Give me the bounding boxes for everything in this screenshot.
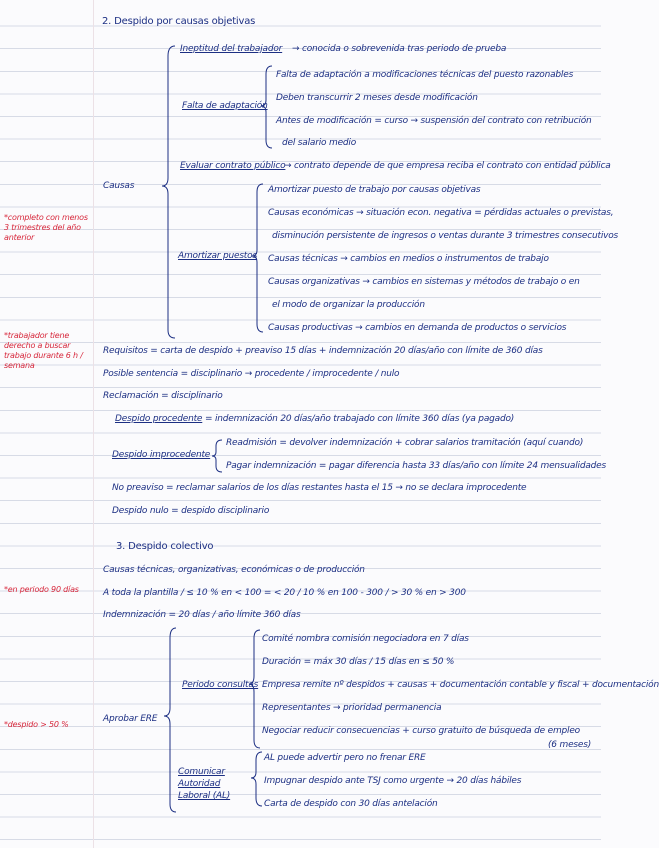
consultas-item-5: Negociar reducir consecuencias + curso gratuito de búsqueda de empleo [262, 726, 580, 736]
no-preaviso: No preaviso = reclamar salarios de los días restantes hasta el 15 → no se declara improcedente [112, 483, 527, 493]
evaluar-contrato-label: Evaluar contrato público [180, 161, 286, 171]
despido-improcedente-label: Despido improcedente [112, 450, 211, 460]
requisitos-line [103, 346, 543, 357]
margin-note-buscar-trabajo: *trabajador tiene derecho a buscar trabajo durante 6 h / semana [4, 331, 83, 370]
periodo-consultas-label: Periodo consultas [182, 680, 259, 690]
causas-label: Causas [103, 181, 135, 191]
aprobar-ere: Aprobar ERE [103, 714, 158, 724]
procedente-line [115, 414, 514, 425]
margin-line [93, 0, 94, 848]
amortizar-item-1: Amortizar puesto de trabajo por causas objetivas [268, 185, 481, 195]
evaluar-contrato-desc: → contrato depende de que empresa reciba el contrato con entidad pública [284, 161, 611, 171]
consultas-item-4: Representantes → prioridad permanencia [262, 703, 442, 713]
requisitos-text-b: + indemnización 20 días/año con límite de 360 días [318, 346, 543, 356]
al-item-1: AL puede advertir pero no frenar ERE [264, 753, 426, 763]
ineptitud-label: Ineptitud del trabajador [180, 44, 283, 54]
despido-procedente-desc: = indemnización 20 días/año trabajado con límite 360 días (ya pagado) [204, 414, 515, 424]
falta-item-1: Falta de adaptación a modificaciones técnicas del puesto razonables [276, 70, 574, 80]
amortizar-item-2b: disminución persistente de ingresos o ventas durante 3 trimestres consecutivos [272, 231, 619, 241]
amortizar-item-4a: Causas organizativas → cambios en sistemas y métodos de trabajo o en [268, 277, 580, 287]
readmision: Readmisión = devolver indemnización + cobrar salarios tramitación (aquí cuando) [226, 438, 584, 448]
amortizar-item-3: Causas técnicas → cambios en medios o instrumentos de trabajo [268, 254, 549, 264]
amortizar-item-4b: el modo de organizar la producción [272, 300, 425, 310]
falta-item-3: Antes de modificación = curso → suspensión del contrato con retribución [276, 116, 592, 126]
causas-brace [162, 46, 175, 338]
margin-note-despido-50: *despido > 50 % [4, 720, 69, 729]
margin-note-periodo: *en periodo 90 días [4, 585, 79, 594]
margin-note-trimestres: *completo con menos 3 trimestres del año anterior [4, 213, 88, 242]
requisitos-text: Requisitos = carta de despido + preaviso 15 días [103, 346, 317, 356]
pagar-indemnizacion: Pagar indemnización = pagar diferencia hasta 33 días/año con límite 24 mensualidades [226, 461, 606, 471]
despido-procedente-label: Despido procedente [115, 414, 203, 424]
consultas-item-3: Empresa remite nº despidos + causas + documentación contable y fiscal + documentación [262, 680, 659, 690]
heading-despido-colectivo: 3. Despido colectivo [116, 541, 214, 552]
indemnizacion-colectivo: Indemnización = 20 días / año límite 360 días [103, 610, 301, 620]
falta-item-3b: del salario medio [282, 138, 357, 148]
amortizar-item-2a: Causas económicas → situación econ. negativa = pérdidas actuales o previstas, [268, 208, 614, 218]
comunicar-autoridad-label: Comunicar Autoridad Laboral (AL) [178, 767, 231, 801]
al-item-2: Impugnar despido ante TSJ como urgente → 20 días hábiles [264, 776, 522, 786]
falta-item-2: Deben transcurrir 2 meses desde modificación [276, 93, 478, 103]
aprobar-brace [164, 628, 176, 812]
heading-despido-objetivo: 2. Despido por causas objetivas [102, 16, 256, 27]
consultas-item-5b: (6 meses) [548, 740, 592, 750]
al-item-3: Carta de despido con 30 días antelación [264, 799, 438, 809]
falta-adaptacion-label: Falta de adaptación [182, 101, 268, 111]
causas-colectivo: Causas técnicas, organizativas, económicas o de producción [103, 565, 365, 575]
al-brace [251, 752, 262, 806]
plantilla-umbral: A toda la plantilla / ≤ 10 % en < 100 = < 20 / 10 % en 100 - 300 / > 30 % en > 300 [103, 588, 466, 598]
amortizar-item-5: Causas productivas → cambios en demanda de productos o servicios [268, 323, 567, 333]
despido-nulo: Despido nulo = despido disciplinario [112, 506, 270, 516]
consultas-item-2: Duración = máx 30 días / 15 días en ≤ 50 % [262, 657, 455, 667]
consultas-item-1: Comité nombra comisión negociadora en 7 días [262, 634, 469, 644]
improcedente-brace [212, 440, 222, 472]
reclamacion: Reclamación = disciplinario [103, 391, 223, 401]
posible-sentencia: Posible sentencia = disciplinario → procedente / improcedente / nulo [103, 369, 400, 379]
ineptitud-desc: → conocida o sobrevenida tras periodo de prueba [292, 44, 507, 54]
amortizar-label: Amortizar puestos [178, 251, 257, 261]
